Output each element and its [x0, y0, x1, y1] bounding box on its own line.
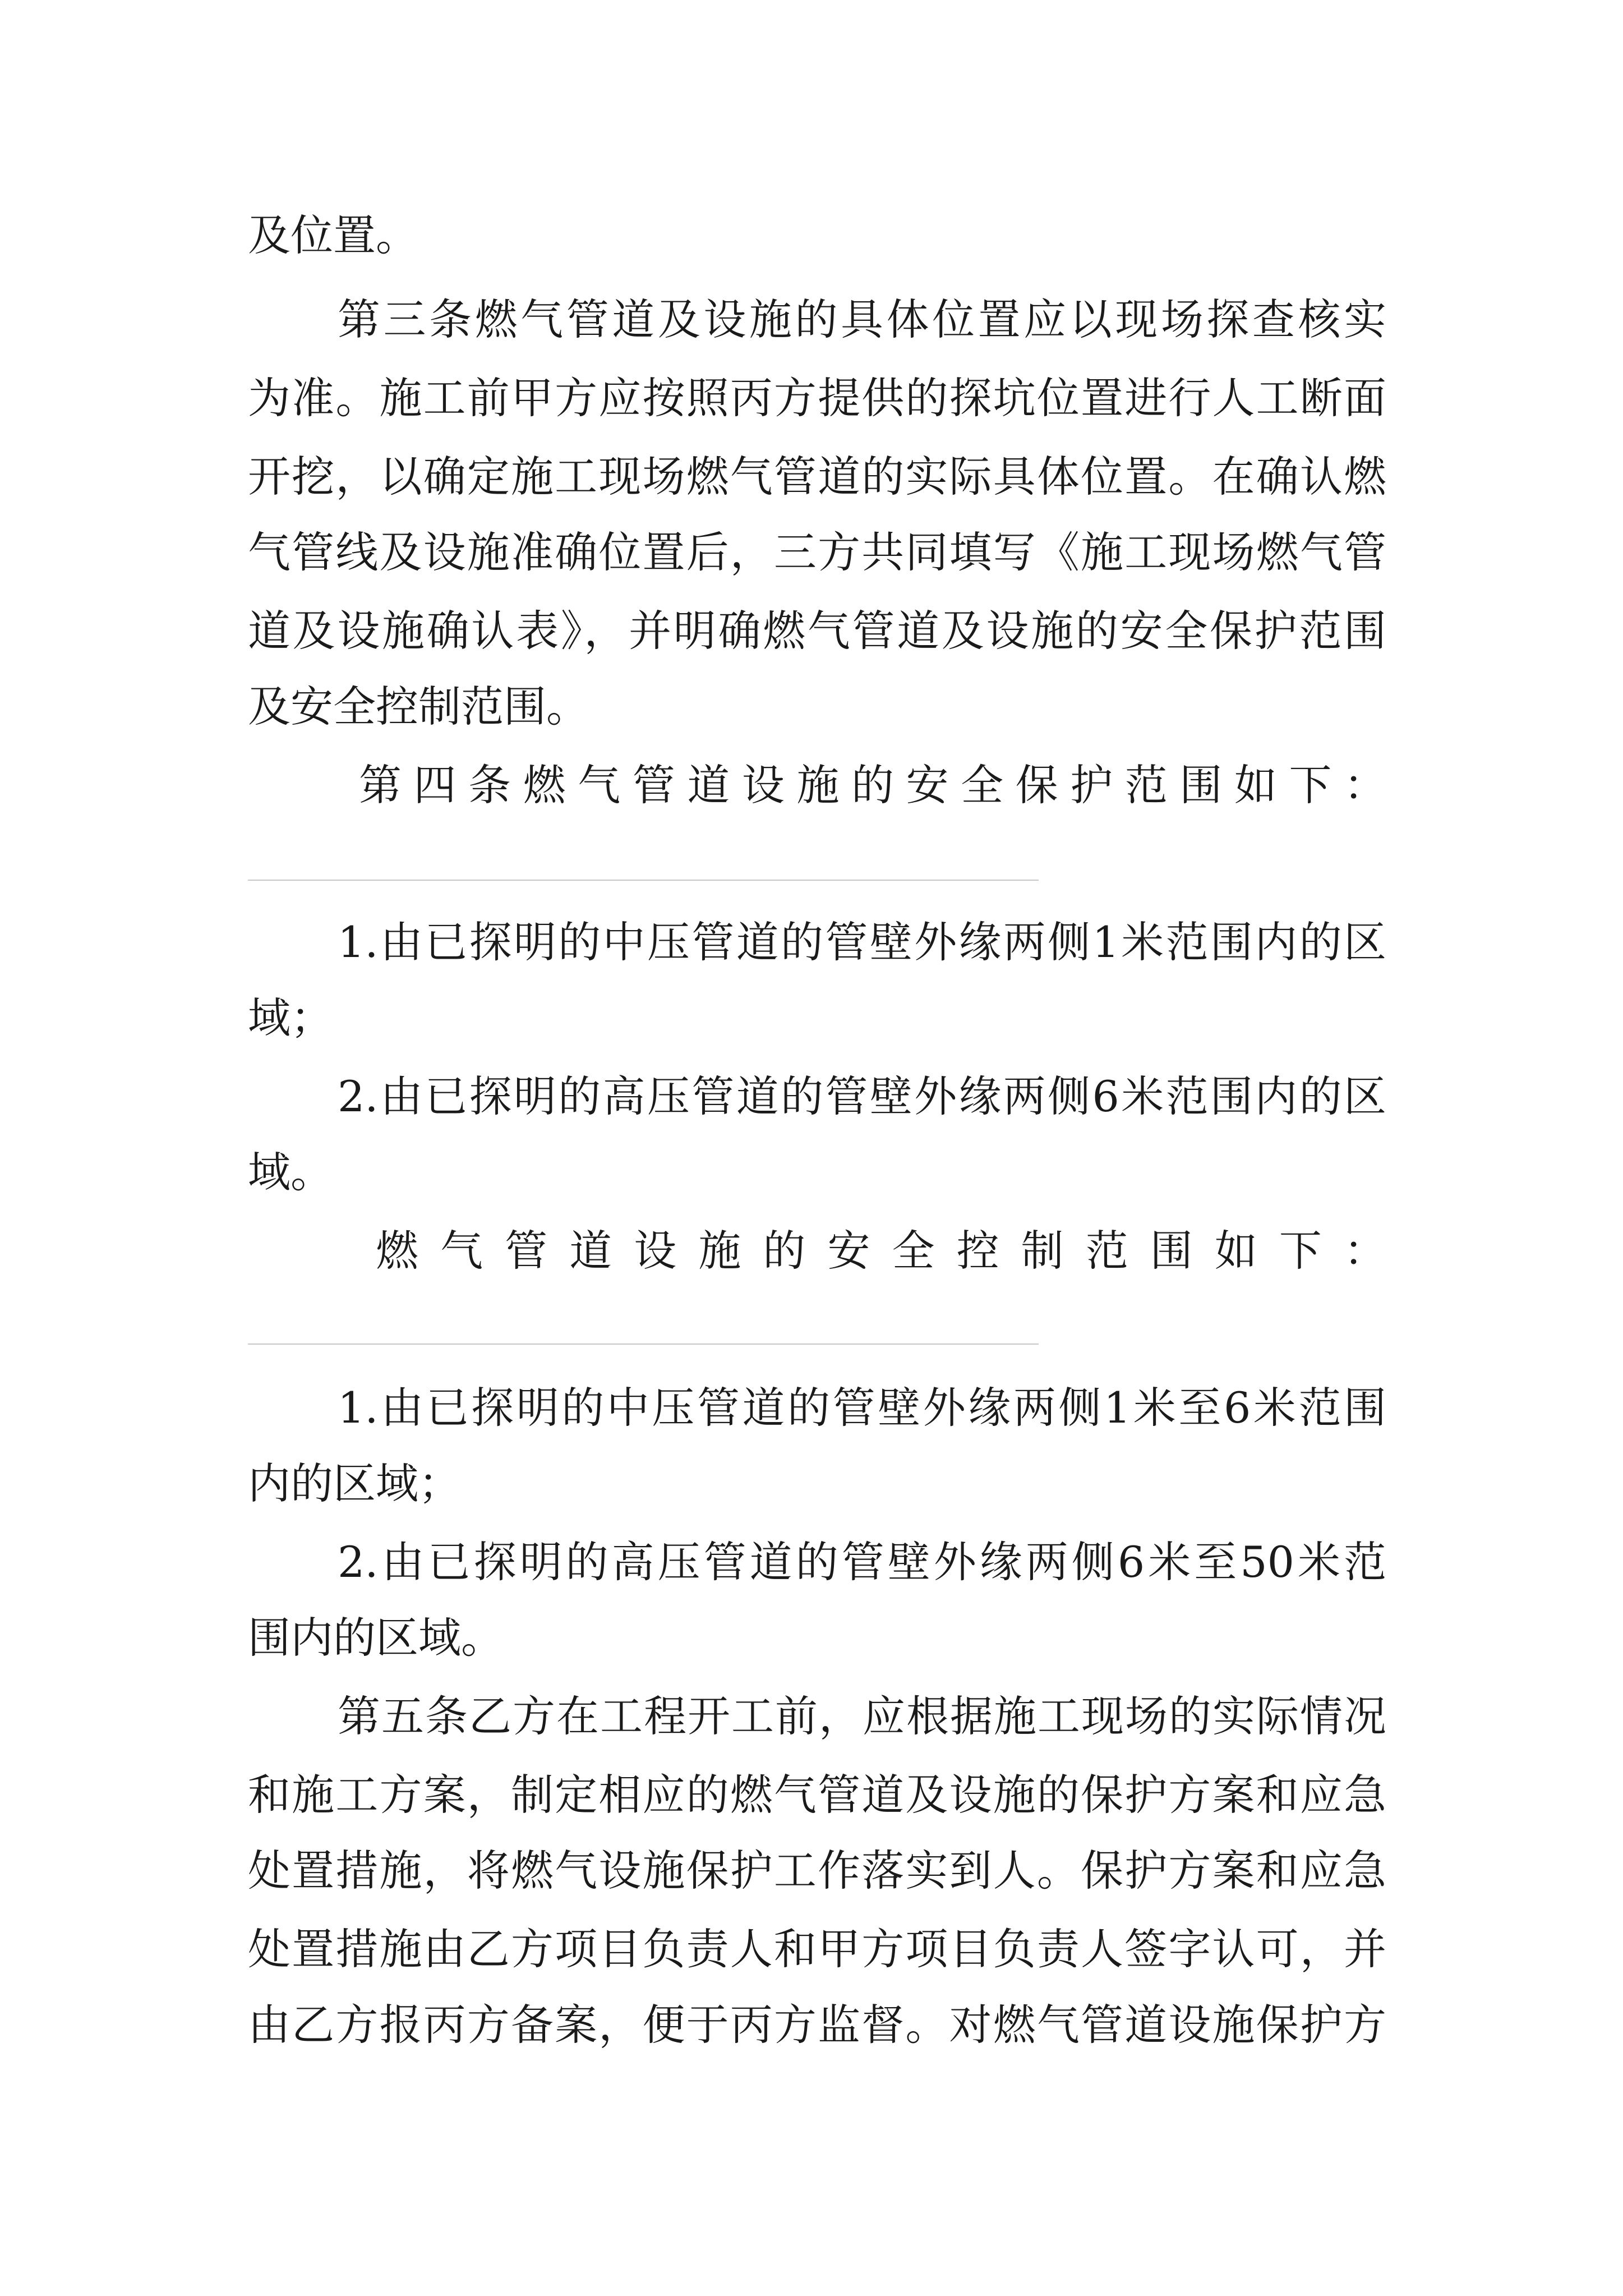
- section-heading-protection-range: 第四条燃气管道设施的安全保护范围如下：: [359, 760, 1386, 810]
- text-line-18: 第五条乙方在工程开工前，应根据施工现场的实际情况: [338, 1691, 1386, 1741]
- text-line-10: 域；: [248, 993, 333, 1043]
- text-line-12: 域。: [248, 1147, 333, 1197]
- text-line-2: 第三条燃气管道及设施的具体位置应以现场探查核实: [338, 295, 1386, 344]
- text-line-9: 1.由已探明的中压管道的管壁外缘两侧1米范围内的区: [338, 917, 1386, 967]
- text-line-15: 内的区域；: [248, 1458, 461, 1508]
- text-line-22: 由乙方报丙方备案，便于丙方监督。对燃气管道设施保护方: [248, 2000, 1386, 2050]
- text-line-21: 处置措施由乙方项目负责人和甲方项目负责人签字认可，并: [248, 1924, 1386, 1974]
- text-line-4: 开挖，以确定施工现场燃气管道的实际具体位置。在确认燃: [248, 452, 1386, 501]
- text-line-14: 1.由已探明的中压管道的管壁外缘两侧1米至6米范围: [338, 1383, 1386, 1433]
- text-line-19: 和施工方案，制定相应的燃气管道及设施的保护方案和应急: [248, 1770, 1386, 1820]
- section-heading-control-range: 燃气管道设施的安全控制范围如下：: [376, 1226, 1386, 1276]
- text-line-11: 2.由已探明的高压管道的管壁外缘两侧6米范围内的区: [338, 1071, 1386, 1121]
- text-line-6: 道及设施确认表》，并明确燃气管道及设施的安全保护范围: [248, 606, 1386, 656]
- text-line-5: 气管线及设施准确位置后，三方共同填写《施工现场燃气管: [248, 527, 1386, 577]
- text-line-7: 及安全控制范围。: [248, 682, 589, 731]
- divider-rule: [248, 1343, 1039, 1345]
- text-line-16: 2.由已探明的高压管道的管壁外缘两侧6米至50米范: [338, 1537, 1386, 1587]
- text-line-20: 处置措施，将燃气设施保护工作落实到人。保护方案和应急: [248, 1846, 1386, 1895]
- text-line-17: 围内的区域。: [248, 1613, 504, 1663]
- divider-rule: [248, 880, 1039, 881]
- text-line-1: 及位置。: [248, 210, 418, 260]
- text-line-3: 为准。施工前甲方应按照丙方提供的探坑位置进行人工断面: [248, 373, 1386, 423]
